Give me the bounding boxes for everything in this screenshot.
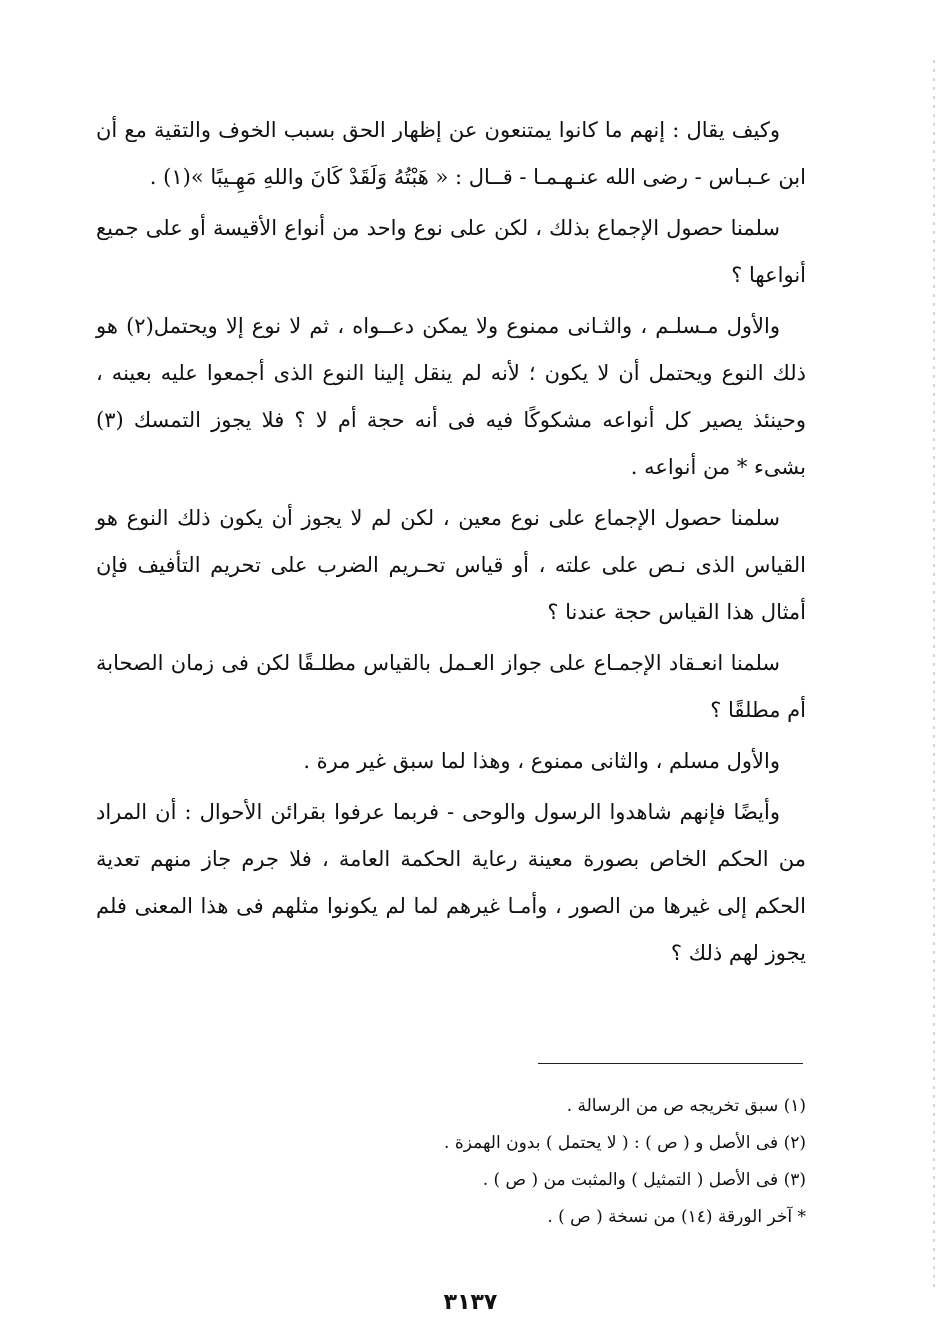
footnotes [106,1088,806,1236]
paragraph: وكيف يقال : إنهم ما كانوا يمتنعون عن إظهار الحق بسبب الخوف والتقية مع أن ابن عـبـاس - رضى الله عنـهـمـا - قــال : « هَبْتُهُ وَلَقَدْ كَانَ واللهِ مَهِـيبًا »(١) . [96,118,806,189]
footnote: (٢) فى الأصل و ( ص ) : ( لا يحتمل ) بدون الهمزة . [444,1133,806,1153]
page-edge-marks [933,60,935,1290]
paragraph: والأول مـسلـم ، والثـانى ممنوع ولا يمكن دعــواه ، ثم لا نوع إلا ويحتمل(٢) هو ذلك النوع ويحتمل أن لا يكون ؛ لأنه لم ينقل إلينا النوع الذى أجمعوا عليه بعينه ، وحينئذ يصير كل أنواعه مشكوكًا فيه فى أنه حجة أم لا ؟ فلا يجوز التمسك (٣) بشىء * من أنواعه . [96,314,806,479]
paragraph: والأول مسلم ، والثانى ممنوع ، وهذا لما سبق غير مرة . [303,749,780,773]
footnote: * آخر الورقة (١٤) من نسخة ( ص ) . [547,1207,806,1227]
page-number: ٣١٣٧ [443,1290,498,1315]
paragraph: وأيضًا فإنهم شاهدوا الرسول والوحى - فربما عرفوا بقرائن الأحوال : أن المراد من الحكم الخاص بصورة معينة رعاية الحكمة العامة ، فلا جرم جاز منهم تعدية الحكم إلى غيرها من الصور ، وأمـا غيرهم لما لم يكونوا مثلهم فى هذا المعنى فلم يجوز لهم ذلك ؟ [96,800,806,965]
footnote-separator [538,1063,803,1064]
footnote: (٣) فى الأصل ( التمثيل ) والمثبت من ( ص ) . [482,1170,806,1190]
main-text [96,107,806,981]
paragraph: سلمنا حصول الإجماع بذلك ، لكن على نوع واحد من أنواع الأقيسة أو على جميع أنواعها ؟ [96,216,806,287]
paragraph: سلمنا انعـقاد الإجمـاع على جواز العـمل بالقياس مطلـقًا لكن فى زمان الصحابة أم مطلقًا ؟ [96,651,806,722]
footnote: (١) سبق تخريجه ص من الرسالة . [566,1096,806,1116]
paragraph: سلمنا حصول الإجماع على نوع معين ، لكن لم لا يجوز أن يكون ذلك النوع هو القياس الذى نـص على علته ، أو قياس تحـريم الضرب على تحريم التأفيف فإن أمثال هذا القياس حجة عندنا ؟ [96,506,806,624]
